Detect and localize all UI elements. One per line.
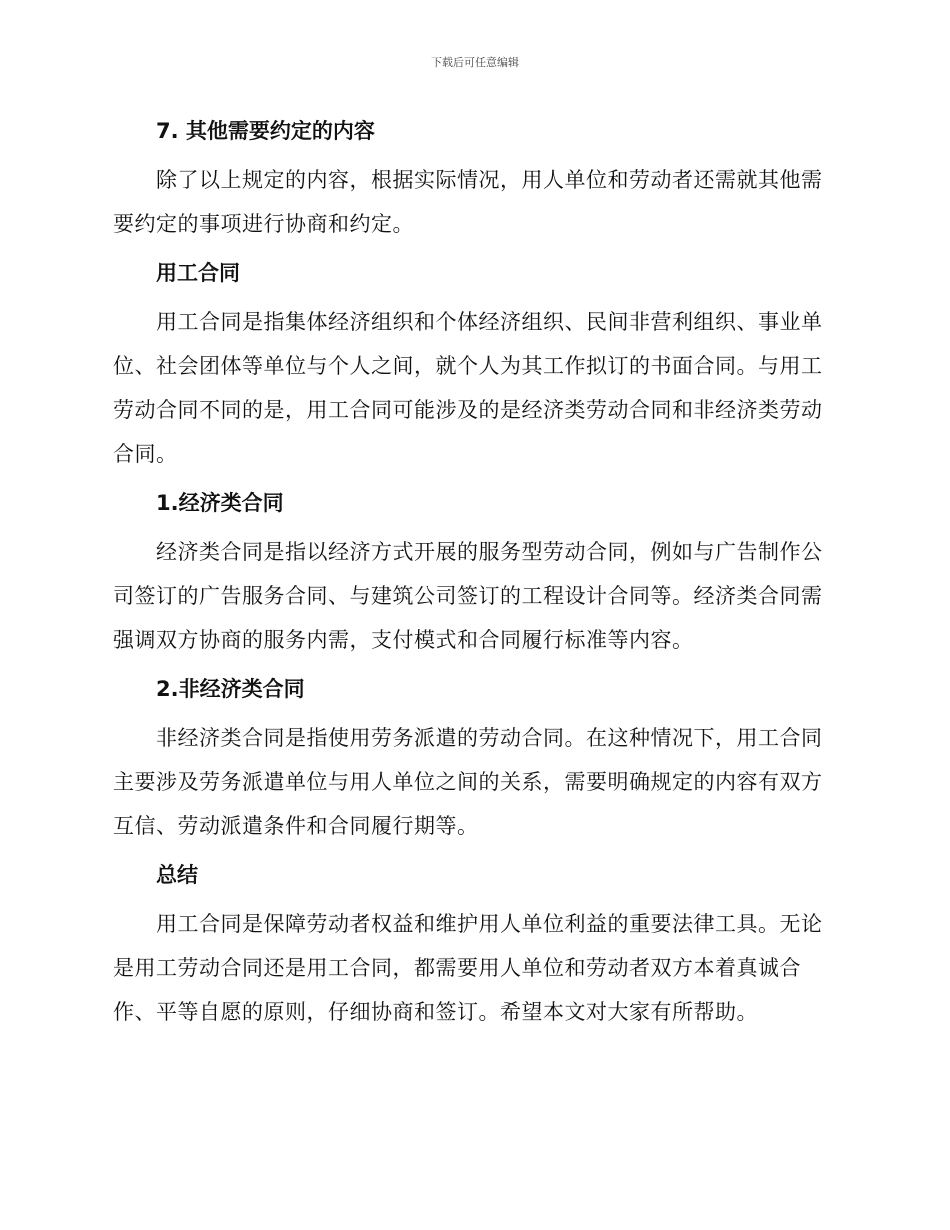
paragraph-summary: 用工合同是保障劳动者权益和维护用人单位利益的重要法律工具。无论是用工劳动合同还是用工合同，都需要用人单位和劳动者双方本着真诚合作、平等自愿的原则，仔细协商和签订。希望本文对大家有所帮助。 xyxy=(113,912,823,1024)
document-body xyxy=(113,110,833,1044)
section-heading-noneconomic-contract: 2.非经济类合同 xyxy=(156,677,305,701)
paragraph-economic-contract: 经济类合同是指以经济方式开展的服务型劳动合同，例如与广告制作公司签订的广告服务合同、与建筑公司签订的工程设计合同等。经济类合同需强调双方协商的服务内需，支付模式和合同履行标准等内容。 xyxy=(113,540,823,652)
paragraph-other-terms: 除了以上规定的内容，根据实际情况，用人单位和劳动者还需就其他需要约定的事项进行协商和约定。 xyxy=(113,168,823,236)
paragraph-noneconomic-contract: 非经济类合同是指使用劳务派遣的劳动合同。在这种情况下，用工合同主要涉及劳务派遣单位与用人单位之间的关系，需要明确规定的内容有双方互信、劳动派遣条件和合同履行期等。 xyxy=(113,726,823,838)
section-heading-economic-contract: 1.经济类合同 xyxy=(156,491,284,515)
section-heading-other-terms: 7. 其他需要约定的内容 xyxy=(156,119,375,143)
section-heading-summary: 总结 xyxy=(156,863,198,887)
paragraph-employment-contract: 用工合同是指集体经济组织和个体经济组织、民间非营利组织、事业单位、社会团体等单位与个人之间，就个人为其工作拟订的书面合同。与用工劳动合同不同的是，用工合同可能涉及的是经济类劳动合同和非经济类劳动合同。 xyxy=(113,310,823,466)
page-header: 下载后可任意编辑 xyxy=(431,56,519,69)
section-heading-employment-contract: 用工合同 xyxy=(156,261,240,285)
